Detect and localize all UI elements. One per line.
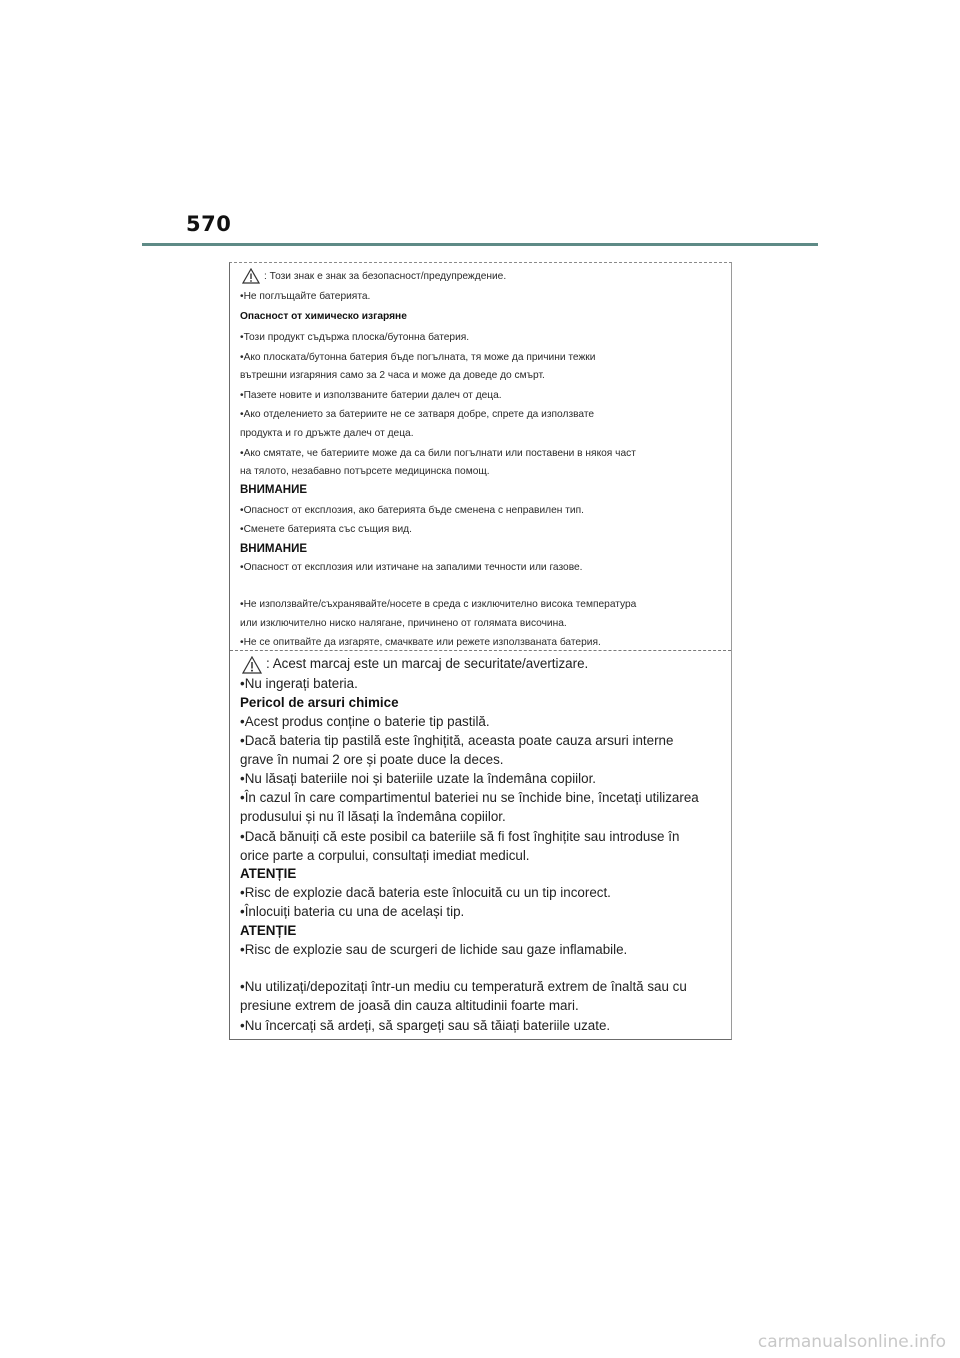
ro-heading: Pericol de arsuri chimice	[240, 695, 399, 710]
bg-line: •Не използвайте/съхранявайте/носете в среда с изключително висока температура	[240, 599, 637, 610]
bg-line: •Пазете новите и използваните батерии далеч от деца.	[240, 390, 502, 401]
header-rule	[142, 243, 818, 246]
ro-heading: ATENȚIE	[240, 923, 297, 938]
ro-line: orice parte a corpului, consultați imediat medicul.	[240, 848, 530, 863]
ro-line: •Risc de explozie dacă bateria este înlocuită cu un tip incorect.	[240, 885, 611, 900]
bg-line: вътрешни изгаряния само за 2 часа и може да доведе до смърт.	[240, 370, 545, 381]
ro-line: presiune extrem de joasă din cauza altitudinii foarte mari.	[240, 998, 579, 1013]
bg-line: •Опасност от експлозия, ако батерията бъде сменена с неправилен тип.	[240, 505, 584, 516]
warning-triangle-icon	[242, 656, 262, 674]
watermark: carmanualsonline.info	[757, 1332, 946, 1352]
ro-line: •Dacă bănuiți că este posibil ca bateriile să fi fost înghițite sau introduse în	[240, 829, 680, 844]
bg-warning-symbol-text: : Този знак е знак за безопасност/предупреждение.	[264, 271, 507, 282]
bg-line: на тялото, незабавно потърсете медицинска помощ.	[240, 466, 490, 477]
ro-line: •Înlocuiți bateria cu una de același tip.	[240, 904, 465, 919]
bg-line: продукта и го дръжте далеч от деца.	[240, 428, 414, 439]
ro-line: •Acest produs conține o baterie tip pastilă.	[240, 714, 490, 729]
ro-line: •Nu utilizați/depozitați într-un mediu cu temperatură extrem de înaltă sau cu	[240, 979, 687, 994]
ro-line: •Risc de explozie sau de scurgeri de lichide sau gaze inflamabile.	[240, 942, 628, 957]
warning-triangle-icon	[242, 268, 260, 284]
ro-line: •Dacă bateria tip pastilă este înghițită, aceasta poate cauza arsuri interne	[240, 733, 674, 748]
bg-heading: ВНИМАНИЕ	[240, 484, 308, 496]
ro-warning-symbol-text: : Acest marcaj este un marcaj de securitate/avertizare.	[266, 656, 589, 671]
bg-line: •Този продукт съдържа плоска/бутонна батерия.	[240, 332, 470, 343]
ro-heading: ATENȚIE	[240, 866, 297, 881]
bg-line: •Опасност от експлозия или изтичане на запалими течности или газове.	[240, 562, 583, 573]
battery-warning-label	[229, 262, 732, 1040]
section-divider	[230, 650, 731, 651]
bg-line: •Сменете батерията със същия вид.	[240, 524, 412, 535]
bg-heading: Опасност от химическо изгаряне	[240, 311, 407, 322]
ro-line: produsului și nu îl lăsați la îndemâna copiilor.	[240, 809, 506, 824]
page-number: 570	[186, 212, 232, 236]
ro-line: •Nu ingerați bateria.	[240, 676, 358, 691]
ro-line: grave în numai 2 ore și poate duce la deces.	[240, 752, 504, 767]
ro-line: •În cazul în care compartimentul bateriei nu se închide bine, încetați utilizarea	[240, 790, 699, 805]
ro-line: •Nu lăsați bateriile noi și bateriile uzate la îndemâna copiilor.	[240, 771, 597, 786]
bg-heading: ВНИМАНИЕ	[240, 543, 308, 555]
bg-line: или изключително ниско налягане, причинено от голямата височина.	[240, 618, 567, 629]
bg-line: •Ако отделението за батериите не се затваря добре, спрете да използвате	[240, 409, 595, 420]
bg-line: •Не поглъщайте батерията.	[240, 291, 371, 302]
bg-line: •Ако плоската/бутонна батерия бъде погълната, тя може да причини тежки	[240, 352, 596, 363]
bg-line: •Не се опитвайте да изгаряте, смачквате или режете използваната батерия.	[240, 637, 601, 648]
bg-line: •Ако смятате, че батериите може да са били погълнати или поставени в някоя част	[240, 448, 636, 459]
ro-line: •Nu încercați să ardeți, să spargeți sau să tăiați bateriile uzate.	[240, 1018, 611, 1033]
